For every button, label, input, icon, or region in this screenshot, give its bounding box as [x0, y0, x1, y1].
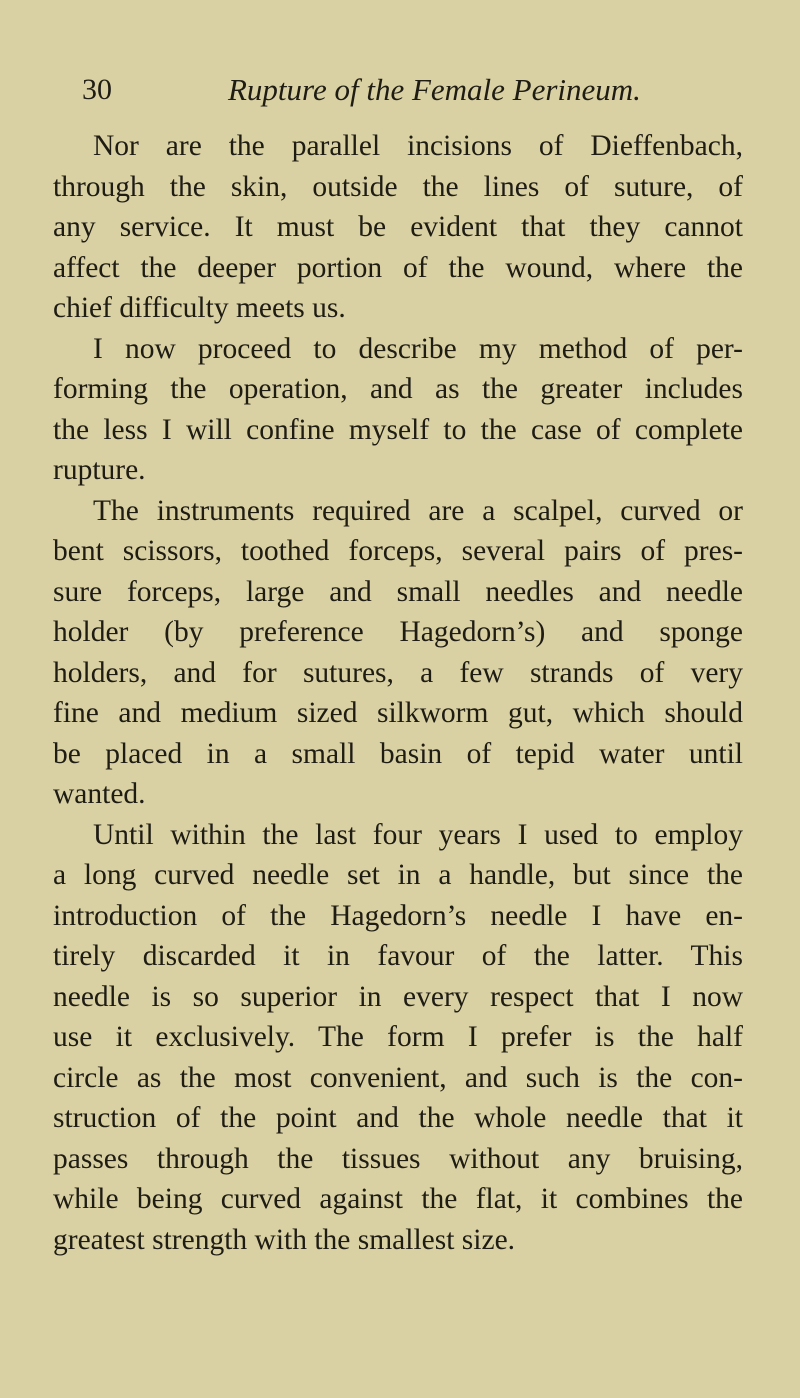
- paragraph: [53, 329, 743, 491]
- text-line: rupture.: [53, 454, 146, 486]
- text-line: struction of the point and the whole needle that it: [53, 1102, 743, 1134]
- paragraph: [53, 126, 743, 329]
- text-line: Until within the last four years I used to employ: [93, 818, 743, 851]
- text-line: the less I will confine myself to the case of complete: [53, 413, 743, 446]
- text-line: tirely discarded it in favour of the latter. This: [53, 940, 743, 972]
- text-line: affect the deeper portion of the wound, where the: [53, 251, 743, 284]
- text-line: bent scissors, toothed forceps, several pairs of pres-: [53, 535, 743, 567]
- text-line: sure forceps, large and small needles and needle: [53, 575, 743, 608]
- running-title: Rupture of the Female Perineum.: [228, 72, 641, 107]
- text-line: any service. It must be evident that they cannot: [53, 211, 743, 243]
- text-line: Nor are the parallel incisions of Dieffenbach,: [93, 130, 743, 162]
- text-line: through the skin, outside the lines of suture, of: [53, 170, 743, 203]
- page-header: [82, 70, 722, 122]
- paragraph: [53, 815, 743, 1261]
- text-line: circle as the most convenient, and such is the con-: [53, 1061, 743, 1094]
- paragraph: [53, 491, 743, 815]
- text-line: use it exclusively. The form I prefer is the half: [53, 1021, 743, 1053]
- text-line: wanted.: [53, 778, 146, 810]
- text-line: chief difficulty meets us.: [53, 292, 346, 324]
- text-line: passes through the tissues without any bruising,: [53, 1142, 743, 1175]
- text-line: greatest strength with the smallest size.: [53, 1223, 516, 1256]
- text-line: introduction of the Hagedorn’s needle I have en-: [53, 899, 743, 932]
- text-line: forming the operation, and as the greater includes: [53, 373, 743, 405]
- text-line: needle is so superior in every respect that I now: [53, 980, 743, 1013]
- text-line: fine and medium sized silkworm gut, which should: [53, 697, 743, 729]
- text-line: a long curved needle set in a handle, but since the: [53, 859, 743, 891]
- text-line: I now proceed to describe my method of per-: [93, 332, 743, 365]
- text-line: while being curved against the flat, it combines the: [53, 1183, 743, 1215]
- text-line: holder (by preference Hagedorn’s) and sponge: [53, 616, 743, 648]
- body-text: [53, 126, 743, 1260]
- text-line: be placed in a small basin of tepid water until: [53, 737, 743, 770]
- page-number: 30: [82, 73, 112, 106]
- text-line: holders, and for sutures, a few strands of very: [53, 656, 743, 689]
- text-line: The instruments required are a scalpel, curved or: [93, 494, 743, 527]
